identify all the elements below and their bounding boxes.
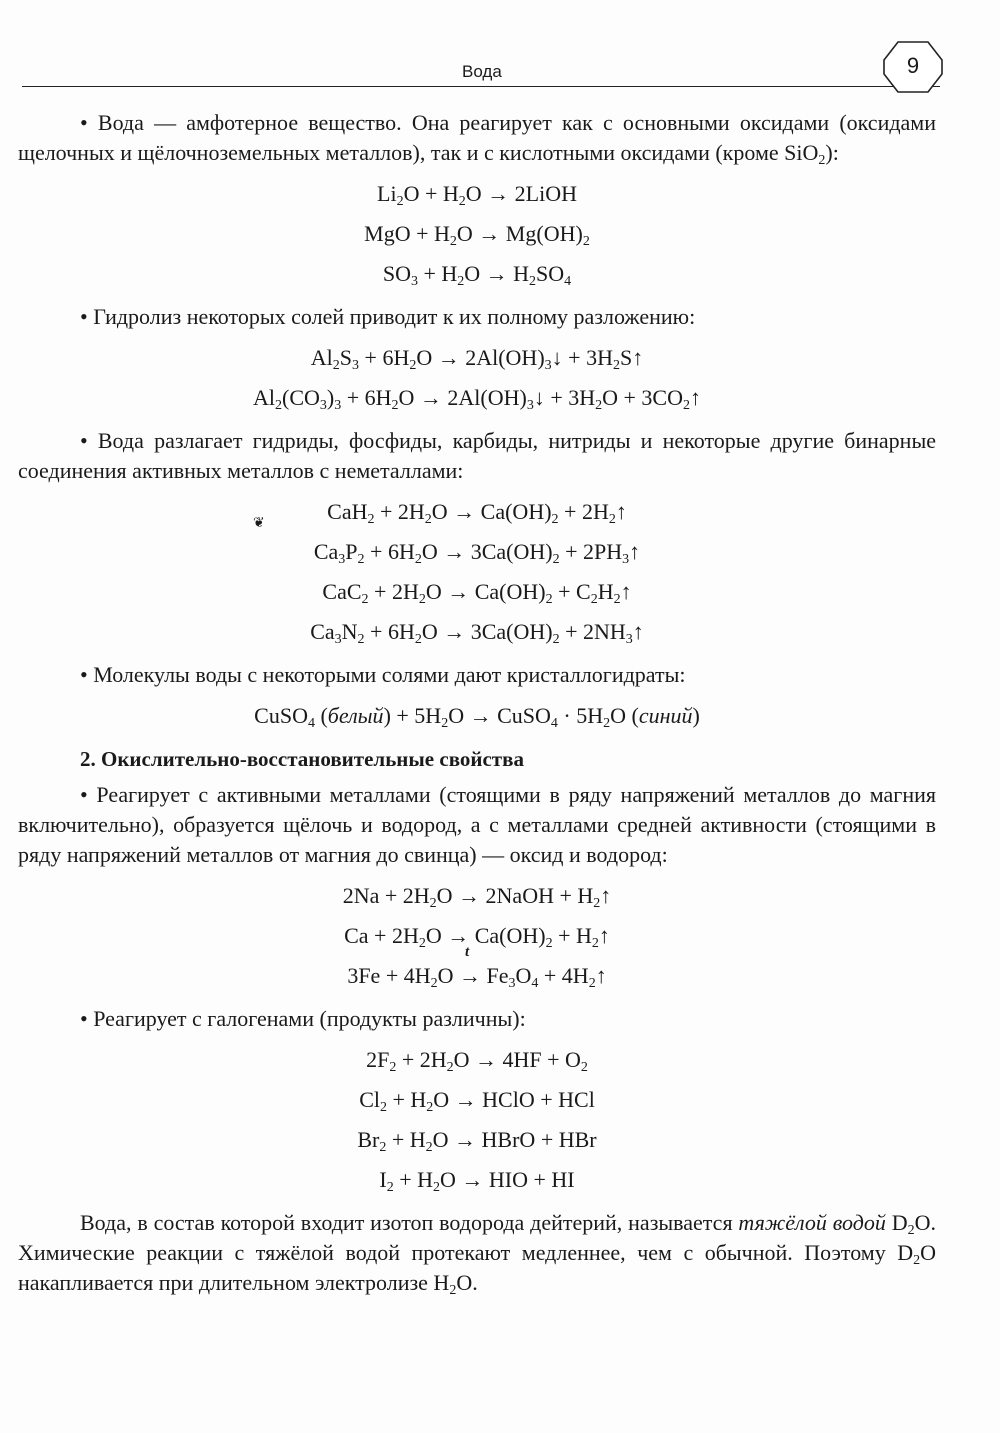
equation-copper-sulfate: CuSO$_4$ (белый) + $5H_2O$ → CuSO$_4$ · $5H_2O$ (синий) [254, 703, 700, 731]
print-smudge: ❦ [253, 516, 265, 531]
page-content [18, 108, 936, 1298]
equation: $Ca_3N_2 + 6H_2O \to 3Ca(OH)_2$ + $2NH_3↑$ [310, 619, 644, 647]
paragraph-active-metals: • Реагирует с активными металлами (стоящими в ряду напряжений металлов до магния включительно), образуется щёлочь и водород, а с металлами средней активности (стоящими в ряду напряжений металлов от магния до свинца) — оксид и водород: [18, 782, 936, 867]
equations-hydrolysis [18, 338, 936, 418]
paragraph-hydrides: • Вода разлагает гидриды, фосфиды, карбиды, нитриды и некоторые другие бинарные соединения активных металлов с неметаллами: [18, 428, 936, 483]
equation: $Cl_2 + H_2O$ → HClO + HCl [359, 1087, 595, 1115]
equation: $Br_2 + H_2O$ → HBrO + HBr [357, 1127, 597, 1155]
equation: $Ca + 2H_2O \to Ca(OH)_2$ + $H_2↑$ [344, 923, 610, 951]
paragraph-hydrolysis: • Гидролиз некоторых солей приводит к их полному разложению: [80, 304, 696, 329]
paragraph-crystal-hydrates: • Молекулы воды с некоторыми солями дают кристаллогидраты: [80, 662, 686, 687]
page-number-badge [882, 40, 944, 94]
equation: $SO_3 + H_2O \to H_2SO_4$ [382, 261, 572, 289]
paragraph-amphoteric: • Вода — амфотерное вещество. Она реагирует как с основными оксидами (оксидами щелочных и щёлочноземельных металлов), так и с кислотными оксидами (кроме SiO$_2$): [18, 110, 937, 168]
equation-iron: $3Fe + 4H_2O$ t → $Fe_3O_4$ + $4H_2↑$ [347, 944, 607, 991]
equations-halogens [18, 1040, 936, 1200]
header-title: Вода [462, 62, 502, 81]
paragraph-heavy-water: Вода, в состав которой входит изотоп водорода дейтерий, называется тяжёлой водой $D_2O$. Химические реакции с тяжёлой водой протекают медленнее, чем с обычной. Поэтому $D_2O$ накапливается при длительном электролизе $H_2O$. [18, 1210, 936, 1298]
equation: $2Na + 2H_2O$ → 2NaOH + $H_2↑$ [342, 883, 612, 911]
equation: $Ca_3P_2 + 6H_2O \to 3Ca(OH)_2$ + $2PH_3↑$ [313, 539, 641, 567]
equations-metals [18, 876, 936, 996]
equations-oxides [18, 174, 936, 294]
section-title-redox: 2. Окислительно-восстановительные свойства [80, 747, 524, 771]
paragraph-halogens: • Реагирует с галогенами (продукты различны): [80, 1006, 526, 1031]
equation: $2F_2 + 2H_2O \to 4HF + O_2$ [366, 1047, 588, 1075]
equations-hydrides [18, 492, 936, 652]
equation: $Li_2O + H_2O$ → 2LiOH [377, 181, 577, 209]
page-header [22, 40, 940, 92]
equations-crystal-hydrates [18, 696, 936, 736]
equation: $Al_2(CO_3)_3 + 6H_2O$ → $2Al(OH)_3↓ + 3H_2O$ + $3CO_2↑$ [253, 385, 701, 413]
equation: $I_2 + H_2O$ → HIO + HI [379, 1167, 575, 1195]
header-rule [22, 86, 940, 87]
equation: MgO + $H_2O \to Mg(OH)_2$ [364, 221, 590, 249]
equation: $Al_2S_3 + 6H_2O$ → $2Al(OH)_3↓$ + $3H_2S↑$ [310, 345, 644, 373]
equation: $CaC_2 + 2H_2O \to Ca(OH)_2$ + $C_2H_2↑$ [322, 579, 632, 607]
page-number: 9 [906, 53, 920, 78]
equation: $CaH_2 + 2H_2O \to Ca(OH)_2$ + $2H_2↑$ [327, 499, 627, 527]
